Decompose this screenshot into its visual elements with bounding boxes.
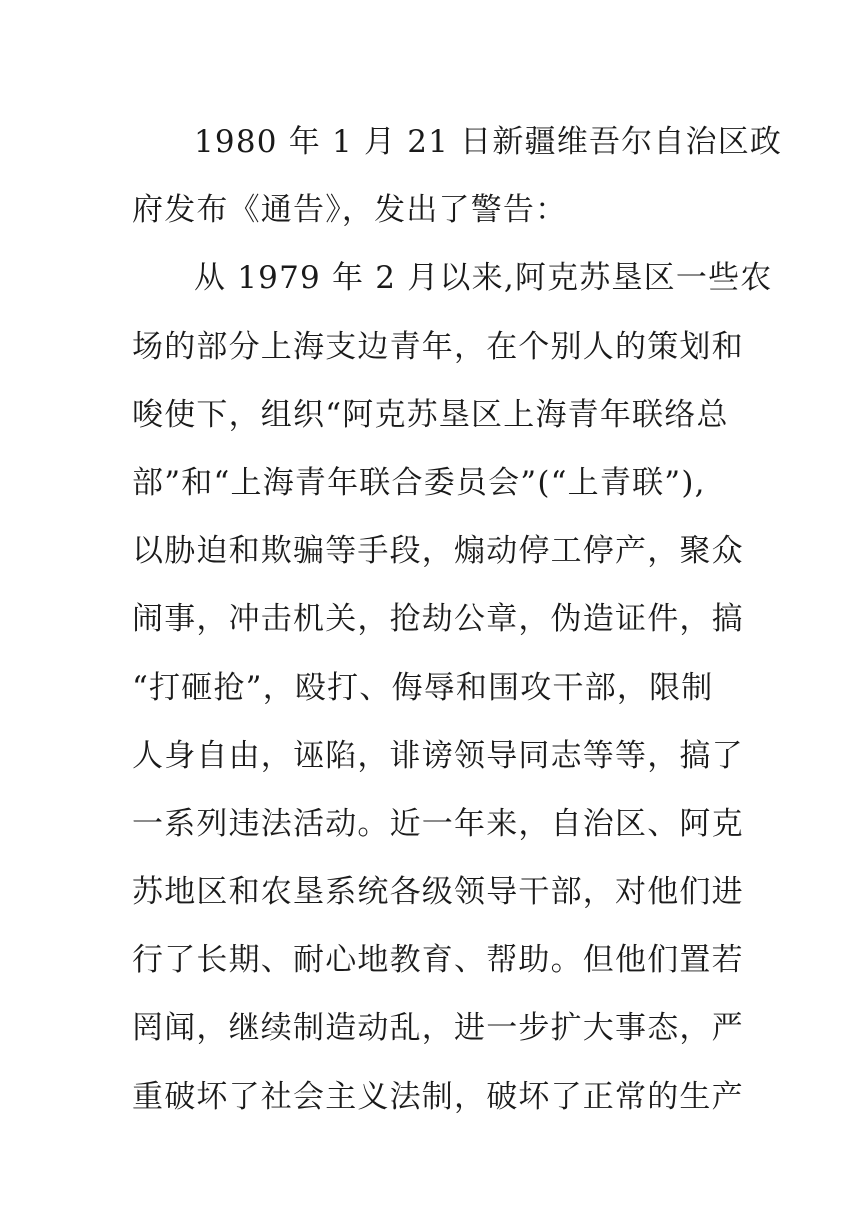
text-line: 重破坏了社会主义法制，破坏了正常的生产 xyxy=(132,1078,744,1115)
text-line: 闹事，冲击机关，抢劫公章，伪造证件，搞 xyxy=(132,601,744,638)
text-line: 1980 年 1 月 21 日新疆维吾尔自治区政 xyxy=(194,124,783,160)
body-text xyxy=(132,108,783,1131)
text-line: 行了长期、耐心地教育、帮助。但他们置若 xyxy=(132,942,744,979)
text-line: 人身自由，诬陷，诽谤领导同志等等，搞了 xyxy=(132,737,744,774)
text-line: 罔闻，继续制造动乱，进一步扩大事态，严 xyxy=(132,1010,744,1047)
text-line: 府发布《通告》，发出了警告： xyxy=(132,192,568,229)
text-line: “打砸抢”，殴打、侮辱和围攻干部，限制 xyxy=(132,669,714,706)
text-line: 从 1979 年 2 月以来,阿克苏垦区一些农 xyxy=(194,260,773,297)
text-line: 唆使下，组织“阿克苏垦区上海青年联络总 xyxy=(132,396,729,433)
text-line: 以胁迫和欺骗等手段，煽动停工停产，聚众 xyxy=(132,533,744,570)
paragraph-notice-content xyxy=(132,244,773,1130)
text-line: 一系列违法活动。近一年来，自治区、阿克 xyxy=(132,805,744,842)
text-line: 苏地区和农垦系统各级领导干部，对他们进 xyxy=(132,874,744,911)
text-line: 部”和“上海青年联合委员会”(“上青联”), xyxy=(132,464,706,501)
text-line: 场的部分上海支边青年，在个别人的策划和 xyxy=(132,328,744,365)
paragraph-announcement xyxy=(132,108,783,244)
